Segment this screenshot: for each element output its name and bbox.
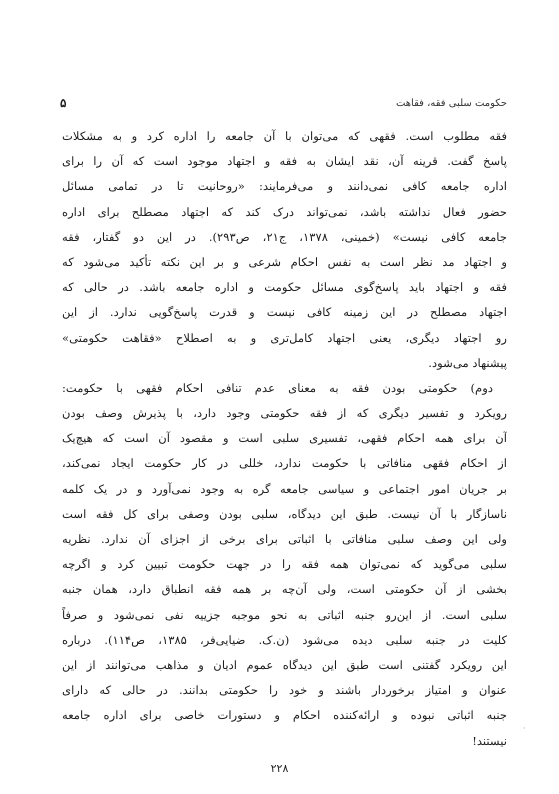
text-line: اداره جامعه کافی نمی‌دانند و می‌فرمایند: «روحانیت تا در تمامی مسائل bbox=[62, 179, 507, 194]
body-text bbox=[62, 124, 507, 754]
text-line: ناسازگار با آن نیست. طبق این دیدگاه، سلبی بودن وصفی برای کل فقه است bbox=[62, 506, 507, 521]
text-line: پیشنهاد می‌شود. bbox=[428, 355, 507, 370]
text-line: نیستند! bbox=[472, 733, 507, 748]
text-line: فقه مطلوب است. فقهی که می‌توان با آن جامعه را اداره کرد و به مشکلات bbox=[62, 129, 507, 143]
text-line: کلیت در جنبه سلبی دیده می‌شود (ن.ک. ضیایی‌فر، ۱۳۸۵، ص۱۱۴). درباره bbox=[62, 632, 507, 647]
text-line: اجتهاد مصطلح در این زمینه کافی نیست و قدرت پاسخ‌گویی ندارد. از این bbox=[62, 305, 507, 320]
text-line: سلبی می‌گوید که نمی‌توان همه فقه را در جهت حکومت تبیین کرد و اگرچه bbox=[62, 557, 507, 572]
text-line: آن برای همه احکام فقهی، تفسیری سلبی است و مقصود آن است که هیچ‌یک bbox=[62, 431, 507, 446]
text-line: جامعه کافی نیست» (خمینی، ۱۳۷۸، ج۲۱، ص۲۹۳). در این دو گفتار، فقه bbox=[62, 229, 507, 244]
text-line: رو اجتهاد دیگری، یعنی اجتهاد کامل‌تری و به اصطلاح «فقاهت حکومتی» bbox=[62, 330, 507, 345]
page-header bbox=[60, 94, 507, 112]
text-line: پاسخ گفت. قرینه آن، نقد ایشان به فقه و اجتهاد موجود است که آن را برای bbox=[62, 154, 507, 169]
running-head: حکومت سلبی فقه، فقاهت bbox=[395, 97, 507, 109]
text-line: جنبه اثباتی نبوده و ارائه‌کننده احکام و دستورات خاصی برای اداره جامعه bbox=[62, 708, 507, 723]
text-line: این رویکرد گفتنی است طبق این دیدگاه عموم ادیان و مذاهب می‌توانند از این bbox=[62, 657, 507, 672]
text-line: رویکرد و تفسیر دیگری که از فقه حکومتی وجود دارد، با پذیرش وصف بودن bbox=[62, 406, 507, 421]
text-line: حضور فعال نداشته باشد، نمی‌تواند درک کند که اجتهاد مصطلح برای اداره bbox=[62, 204, 507, 219]
margin-dot: · bbox=[523, 724, 526, 733]
text-line: عنوان و امتیاز برخوردار باشند و خود را حکومتی بدانند. در حالی که دارای bbox=[62, 683, 507, 698]
page-number: ۲۲۸ bbox=[270, 762, 289, 775]
text-line: سلبی است. از این‌رو جنبه اثباتی به نحو موجبه جزییه نفی نمی‌شود و صرفاً bbox=[62, 607, 507, 622]
text-line: بخشی از آن حکومتی است، ولی آن‌چه بر همه فقه انطباق دارد، همان جنبه bbox=[62, 582, 507, 597]
text-line: دوم) حکومتی بودن فقه به معنای عدم تنافی احکام فقهی با حکومت: bbox=[62, 380, 493, 395]
text-line: فقه و اجتهاد باید پاسخ‌گوی مسائل حکومت و اداره جامعه باشد. در حالی که bbox=[62, 280, 507, 295]
text-line: و اجتهاد مد نظر است به نفس احکام شرعی و بر این نکته تأکید می‌شود که bbox=[62, 254, 507, 269]
text-line: از احکام فقهی منافاتی با حکومت ندارد، خللی در کار حکومت ایجاد نمی‌کند، bbox=[62, 456, 507, 471]
text-line: بر جریان امور اجتماعی و سیاسی جامعه گره به وجود نمی‌آورد و در یک کلمه bbox=[62, 481, 507, 496]
header-page-number: ۵ bbox=[60, 96, 67, 110]
text-line: ولی این وصف سلبی منافاتی با اثباتی برای برخی از اجزای آن ندارد. نظریه bbox=[62, 532, 507, 546]
